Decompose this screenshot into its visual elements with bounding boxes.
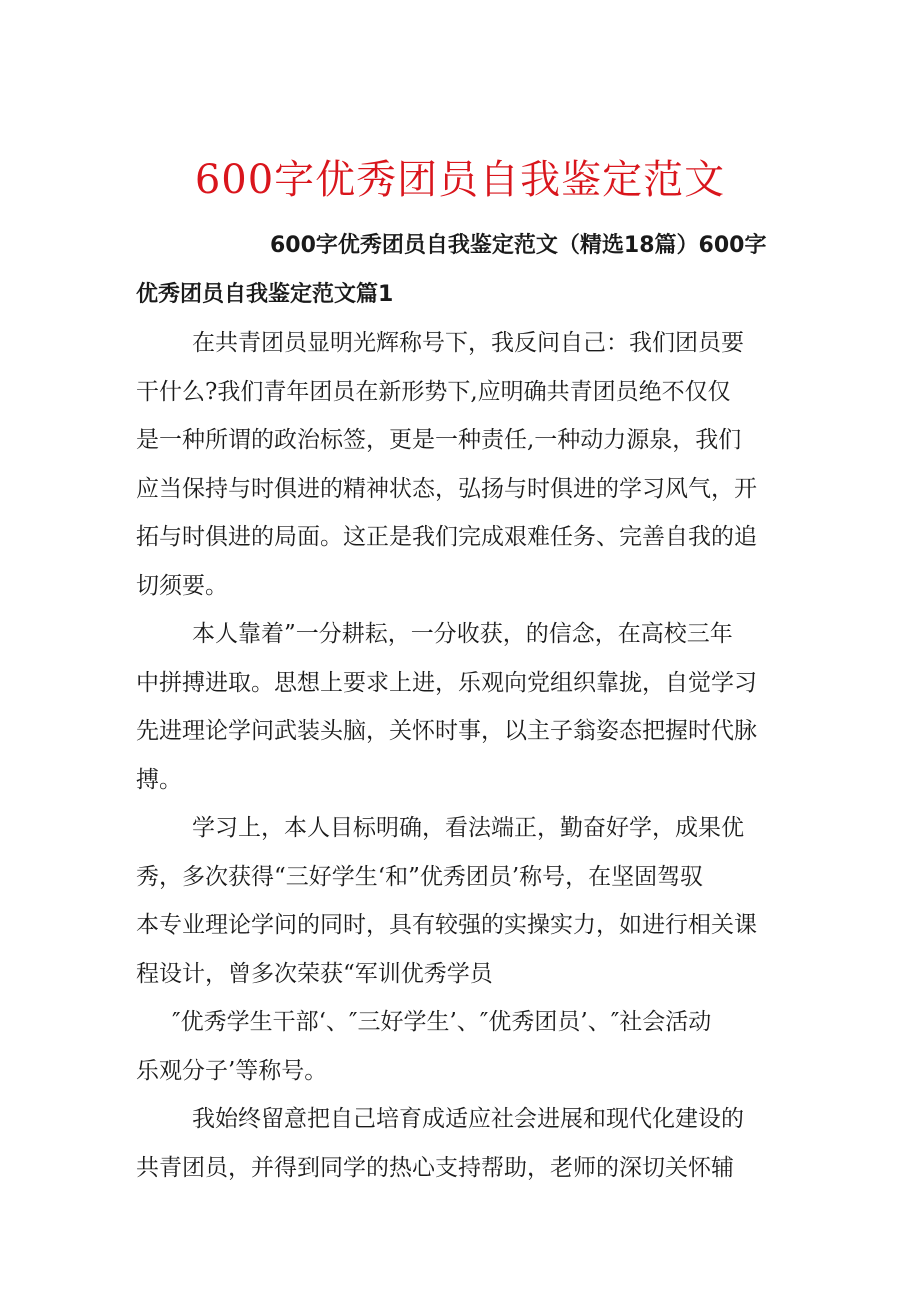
paragraph-line: 程设计，曾多次荣获“军训优秀学员 bbox=[136, 960, 493, 987]
paragraph bbox=[136, 1095, 796, 1192]
paragraph bbox=[136, 610, 796, 804]
paragraph-line: 学习上，本人目标明确，看法端正，勤奋好学，成果优 bbox=[192, 815, 744, 841]
paragraph-line: 先进理论学问武装头脑，关怀时事，以主子翁姿态把握时代脉 bbox=[136, 718, 757, 744]
paragraph-line: 本人靠着”一分耕耘，一分收获，的信念，在高校三年 bbox=[192, 621, 733, 647]
paragraph-line: 应当保持与时俱进的精神状态，弘扬与时俱进的学习风气，开 bbox=[136, 475, 757, 502]
paragraph-line: 本专业理论学问的同时，具有较强的实操实力，如进行相关课 bbox=[136, 912, 757, 938]
paragraph-line: 在共青团员显明光辉称号下，我反问自己：我们团员要 bbox=[192, 330, 744, 356]
paragraph bbox=[136, 319, 796, 610]
paragraph-line: 我始终留意把自己培育成适应社会进展和现代化建设的 bbox=[192, 1106, 744, 1132]
paragraph bbox=[136, 804, 796, 1095]
paragraph-line: 干什么?我们青年团员在新形势下,应明确共青团员绝不仅仅 bbox=[136, 378, 731, 405]
paragraph-line: 是一种所谓的政治标签，更是一种责任,一种动力源泉，我们 bbox=[136, 427, 742, 453]
paragraph-line: 乐观分子’等称号。 bbox=[136, 1057, 328, 1084]
subtitle-line: 优秀团员自我鉴定范文篇1 bbox=[136, 281, 394, 307]
paragraph-line: 切须要。 bbox=[136, 572, 228, 599]
document-body bbox=[136, 222, 796, 1192]
document-title: 600字优秀团员自我鉴定范文 bbox=[194, 157, 726, 203]
paragraph-line: ″优秀学生干部‘、″三好学生’、″优秀团员’、″社会活动 bbox=[172, 1009, 712, 1035]
paragraph-line: 搏。 bbox=[136, 766, 182, 793]
paragraph-line: 中拼搏进取。思想上要求上进，乐观向党组织靠拢，自觉学习 bbox=[136, 669, 757, 696]
paragraph-line: 拓与时俱进的局面。这正是我们完成艰难任务、完善自我的追 bbox=[136, 524, 757, 550]
paragraph-line: 共青团员，并得到同学的热心支持帮助，老师的深切关怀辅 bbox=[136, 1154, 734, 1181]
subtitle-line: 600字优秀团员自我鉴定范文（精选18篇）600字 bbox=[270, 233, 767, 258]
paragraph-line: 秀，多次获得“三好学生‘和”优秀团员’称号，在坚固驾驭 bbox=[136, 863, 704, 890]
